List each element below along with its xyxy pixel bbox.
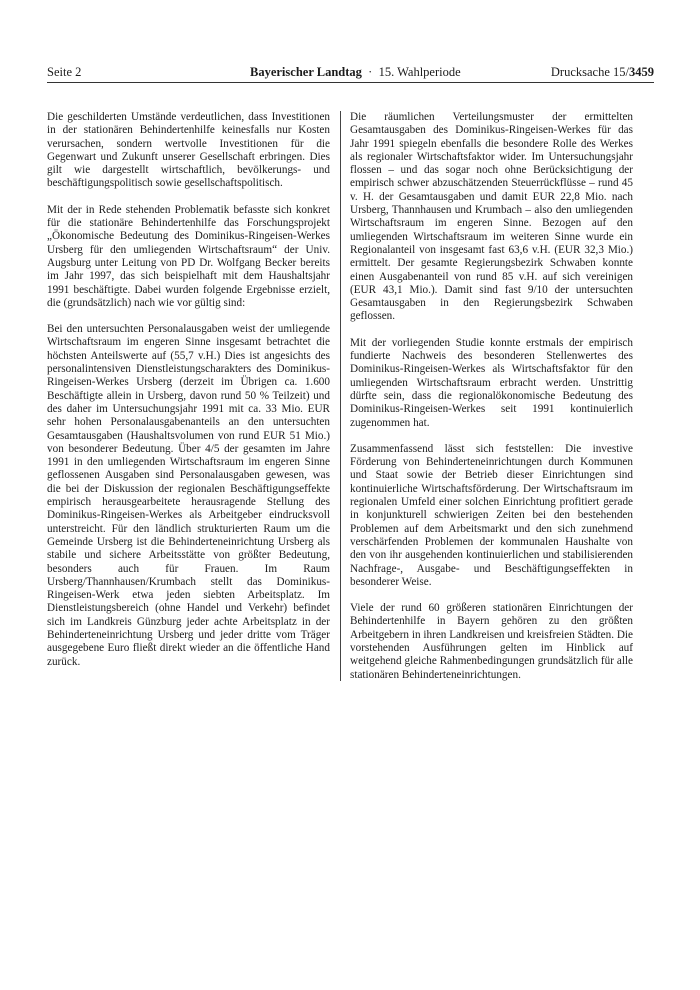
header-rule: [47, 82, 654, 83]
paragraph: Die räumlichen Verteilungsmuster der ermittelten Gesamtausgaben des Dominikus-Ringeisen-Werkes für das Jahr 1991 spiegeln ebenfalls die besondere Rolle des Werkes als regionaler Wirtschaftsfaktor wider. Im Untersuchungsjahr flossen – und das sogar noch ohne Berücksichtigung der empirisch schwer abzuschätzenden Steuerrückflüsse – rund 45 v. H. der Gesamtausgaben und damit EUR 22,8 Mio. nach Ursberg, Thannhausen und Krumbach – also den umliegenden Wirtschaftsraum im engeren Sinne. Bezogen auf den umliegenden Wirtschaftsraum im weiteren Sinne wurde ein Regionalanteil von insgesamt fast 63,6 v.H. (EUR 32,3 Mio.) ermittelt. Der gesamte Regierungsbezirk Schwaben konnte einen Ausgabenanteil von rund 85 v.H. auf sich vereinigen (EUR 43,1 Mio.). Damit sind fast 9/10 der untersuchten Gesamtausgaben in den Regierungsbezirk Schwaben geflossen.: [350, 111, 633, 323]
header-separator: ·: [368, 65, 373, 79]
page-number: Seite 2: [47, 65, 82, 79]
left-column: [47, 111, 330, 682]
paragraph: Mit der vorliegenden Studie konnte erstmals der empirisch fundierte Nachweis des besonderen Stellenwertes des Dominikus-Ringeisen-Werkes als Wirtschaftsfaktor für den umliegenden Wirtschaftsraum erbracht werden. Unstrittig dürfte sein, dass die regionalökonomische Bedeutung des Dominikus-Ringeisen-Werkes seit 1991 kontinuierlich zugenommen hat.: [350, 336, 633, 429]
paragraph: Mit der in Rede stehenden Problematik befasste sich konkret für die stationäre Behindertenhilfe das Forschungsprojekt „Ökonomische Bedeutung des Dominikus-Ringeisen-Werkes Ursberg für den umliegenden Wirtschaftsraum“ der Univ. Augsburg unter Leitung von PD Dr. Wolfgang Becker bereits im Jahr 1997, das sich beispielhaft mit dem Haushaltsjahr 1991 beschäftigte. Dabei wurden folgende Ergebnisse erzielt, die (grundsätzlich) nach wie vor gültig sind:: [47, 203, 330, 309]
document-number: [551, 62, 654, 82]
legislative-period: 15. Wahlperiode: [378, 65, 461, 79]
page-header: [47, 62, 654, 82]
paragraph: Bei den untersuchten Personalausgaben weist der umliegende Wirtschaftsraum im engeren Sinne insgesamt betrachtet die höchsten Anteilswerte auf (55,7 v.H.) Dies ist angesichts des personalintensiven Dienstleistungscharakters des Dominikus-Ringeisen-Werkes Ursberg (derzeit im Übrigen ca. 1.600 Beschäftigte allein in Ursberg, davon rund 50 % Teilzeit) und des daher im Untersuchungsjahr 1991 mit ca. 33 Mio. EUR sehr hohen Personalausgabenanteils an den untersuchten Gesamtausgaben (Haushaltsvolumen von rund EUR 51 Mio.) von besonderer Bedeutung. Über 4/5 der gesamten im Jahre 1991 in den umliegenden Wirtschaftsraum im engeren Sinne geflossenen Ausgaben sind Personalausgaben gewesen, was die bei der Diskussion der regionalen Beschäftigungseffekte empirisch herausgearbeitete herausragende Stellung des Dominikus-Ringeisen-Werkes als Arbeitgeber eindrucksvoll unterstreicht. Für den ländlich strukturierten Raum um die Gemeinde Ursberg ist die Behinderteneinrichtung Ursberg als stabile und sichere Arbeitsstätte von größter Bedeutung, besonders auch für Frauen. Im Raum Ursberg/Thannhausen/Krumbach stellt das Dominikus-Ringeisen-Werk etwa jeden siebten Arbeitsplatz. Im Dienstleistungsbereich (ohne Handel und Verkehr) befindet sich im Landkreis Günzburg jeder achte Arbeitsplatz in der Behinderteneinrichtung Ursberg und jeder dritte vom Träger ausgegebene Euro fließt direkt wieder an die öffentliche Hand zurück.: [47, 323, 330, 668]
right-column: [350, 111, 633, 695]
paragraph: Viele der rund 60 größeren stationären Einrichtungen der Behindertenhilfe in Bayern gehören zu den größten Arbeitgebern in ihren Landkreisen und kreisfreien Städten. Die vorstehenden Ausführungen gelten im Hinblick auf weitgehend gleiche Rahmenbedingungen grundsätzlich für alle stationären Behinderteneinrichtungen.: [350, 602, 633, 681]
paragraph: Die geschilderten Umstände verdeutlichen, dass Investitionen in der stationären Behindertenhilfe keinesfalls nur Kosten verursachen, sondern wertvolle Investitionen für die Gegenwart und Zukunft unserer Gesellschaft erbringen. Dies gilt wie dargestellt wirtschaftlich, bevölkerungs- und beschäftigungspolitisch sowie gesellschaftspolitisch.: [47, 111, 330, 190]
institution-name: Bayerischer Landtag: [250, 65, 362, 79]
column-divider: [340, 111, 341, 681]
document-number-value: 3459: [629, 65, 654, 79]
header-center: [250, 62, 461, 82]
document-prefix: Drucksache 15/: [550, 65, 629, 79]
paragraph: Zusammenfassend lässt sich feststellen: Die investive Förderung von Behinderteneinrichtungen durch Kommunen und Staat sowie der Betrieb dieser Einrichtungen sind kontinuierliche Wirtschaftsförderung. Der Wirtschaftsraum im regionalen Umfeld einer solchen Einrichtung profitiert gerade in konjunkturell schwierigen Zeiten bei den bestehenden Problemen auf dem Arbeitsmarkt und den sich zunehmend verschärfenden Problemen der kommunalen Haushalte von den von ihr ausgehenden kontinuierlichen und stabilisierenden Nachfrage-, Ausgabe- und Beschäftigungseffekten in besonderer Weise.: [350, 442, 633, 588]
